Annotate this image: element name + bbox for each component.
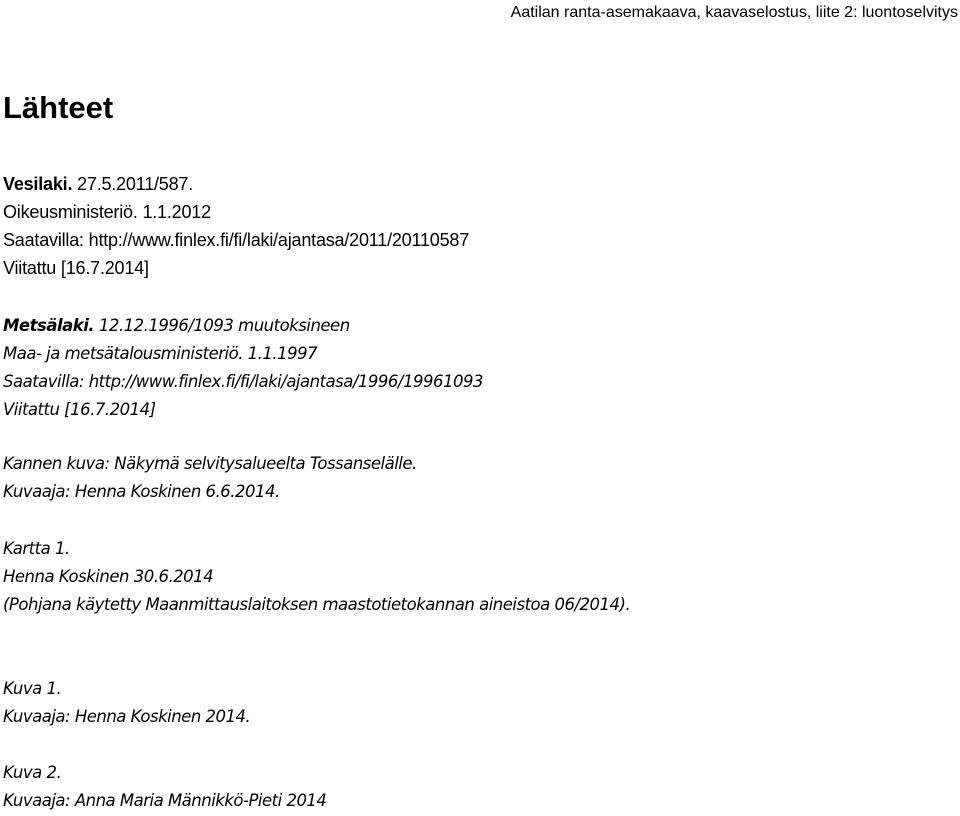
reference-map-1-label: Kartta 1. — [3, 539, 70, 558]
reference-vesilaki-title — [3, 170, 469, 198]
reference-photo-2-credit: Kuvaaja: Anna Maria Männikkö-Pieti 2014 — [3, 791, 327, 810]
reference-vesilaki — [3, 170, 469, 282]
reference-map-1-source: (Pohjana käytetty Maanmittauslaitoksen maastotietokannan aineistoa 06/2014). — [3, 595, 631, 614]
reference-metsalaki — [3, 312, 483, 424]
reference-metsalaki-available: Saatavilla: http://www.finlex.fi/fi/laki/ajantasa/1996/19961093 — [3, 372, 483, 391]
reference-metsalaki-accessed: Viitattu [16.7.2014] — [3, 400, 156, 419]
reference-metsalaki-title — [3, 312, 483, 340]
reference-photo-1 — [3, 675, 250, 731]
reference-cover-photo-description: Kannen kuva: Näkymä selvitysalueelta Tossanselälle. — [3, 454, 417, 473]
reference-cover-photo-credit: Kuvaaja: Henna Koskinen 6.6.2014. — [3, 482, 280, 501]
reference-photo-2 — [3, 759, 326, 815]
reference-vesilaki-available: Saatavilla: http://www.finlex.fi/fi/laki/ajantasa/2011/20110587 — [3, 230, 470, 250]
reference-map-1 — [3, 535, 630, 619]
reference-vesilaki-date: 27.5.2011/587. — [72, 174, 194, 194]
reference-map-1-author: Henna Koskinen 30.6.2014 — [3, 567, 214, 586]
reference-metsalaki-date: 12.12.1996/1093 muutoksineen — [94, 316, 350, 335]
reference-vesilaki-accessed: Viitattu [16.7.2014] — [3, 258, 149, 278]
reference-metsalaki-publisher: Maa- ja metsätalousministeriö. 1.1.1997 — [3, 344, 318, 363]
reference-vesilaki-name: Vesilaki. — [3, 174, 73, 194]
reference-photo-1-credit: Kuvaaja: Henna Koskinen 2014. — [3, 707, 251, 726]
reference-photo-1-label: Kuva 1. — [3, 679, 62, 698]
reference-metsalaki-name: Metsälaki. — [3, 316, 95, 335]
document-header: Aatilan ranta-asemakaava, kaavaselostus, liite 2: luontoselvitys — [510, 4, 958, 21]
reference-photo-2-label: Kuva 2. — [3, 763, 62, 782]
reference-cover-photo — [3, 450, 417, 506]
reference-vesilaki-publisher: Oikeusministeriö. 1.1.2012 — [3, 202, 211, 222]
page-title: Lähteet — [3, 90, 114, 125]
